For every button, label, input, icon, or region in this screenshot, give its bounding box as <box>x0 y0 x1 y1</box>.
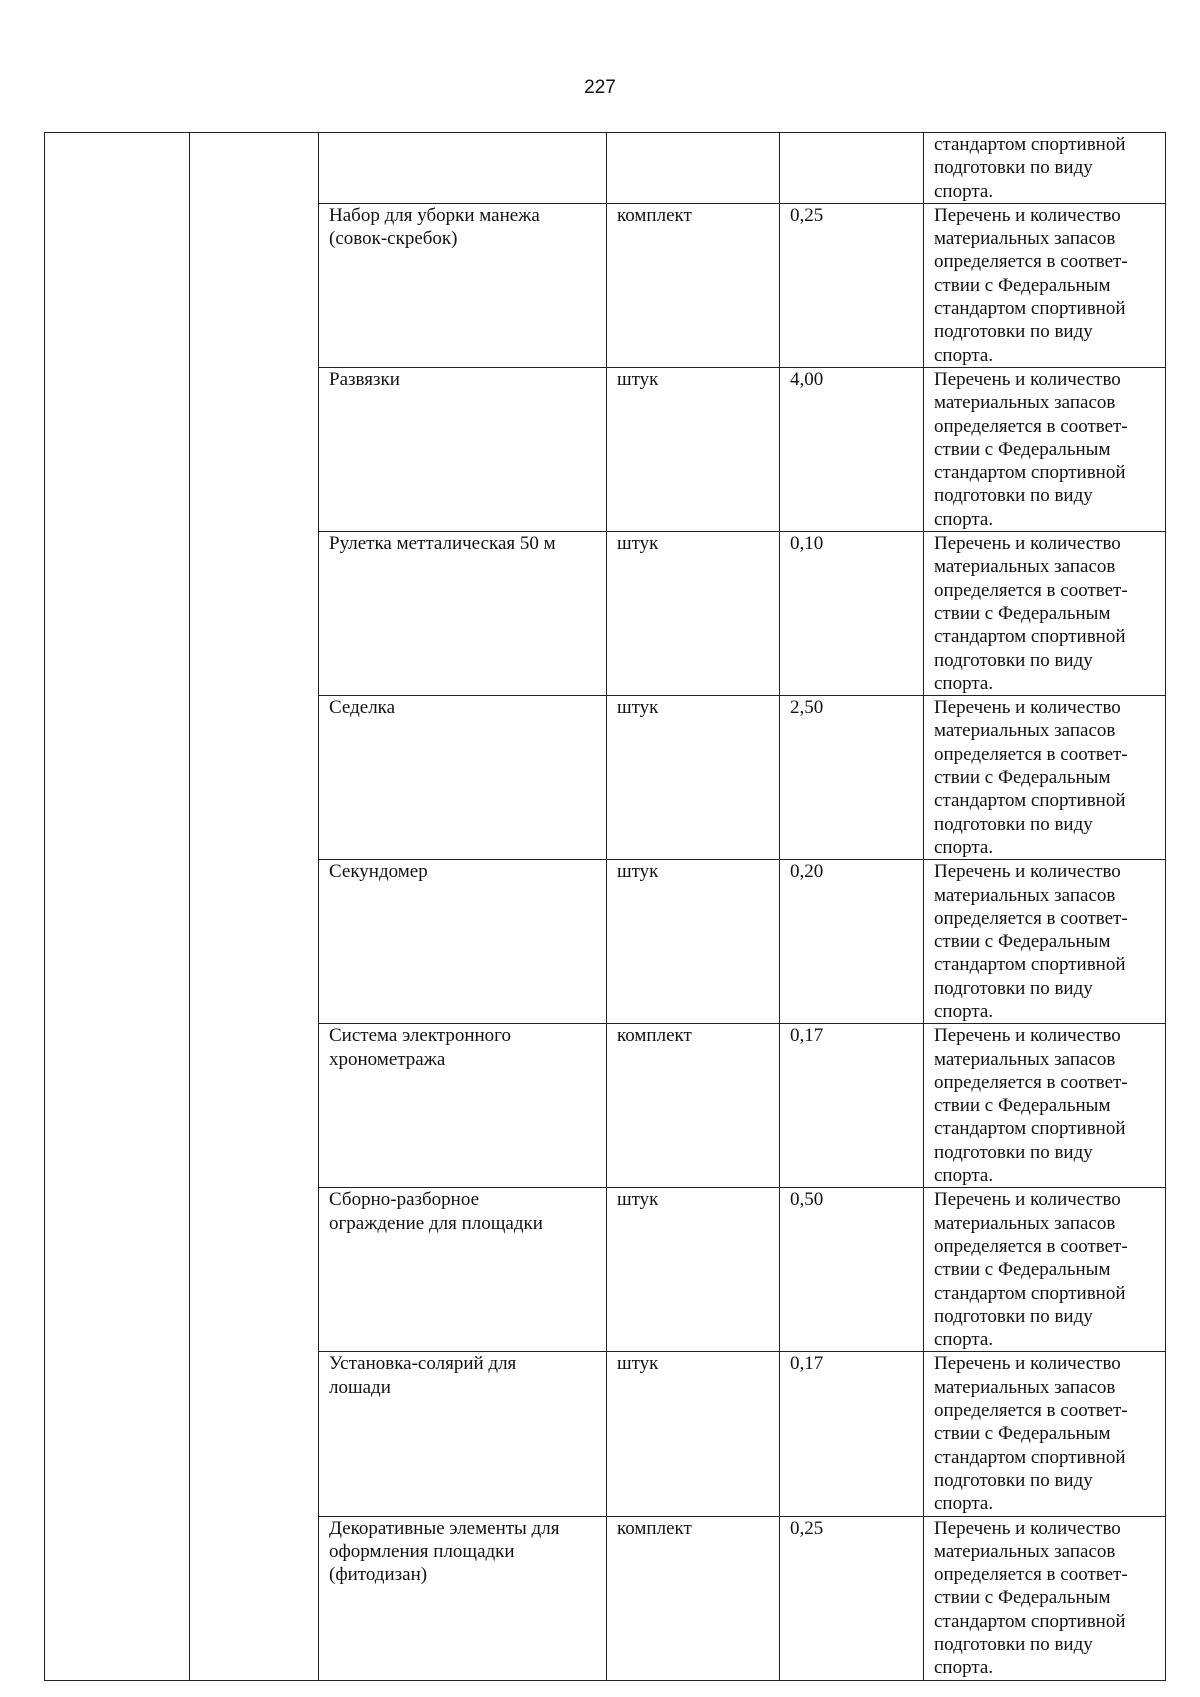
note-line: материальных запасов <box>934 228 1116 250</box>
item-name-line: Седелка <box>329 697 396 719</box>
item-name-line: лошади <box>329 1376 391 1398</box>
unit-text: штук <box>617 697 659 719</box>
note-line: спорта. <box>934 1000 994 1022</box>
quantity-text: 2,50 <box>790 697 824 719</box>
note-line: материальных запасов <box>934 1376 1116 1398</box>
note-line: ствии с Федеральным <box>934 1259 1111 1281</box>
note-line: определяется в соответ- <box>934 1400 1128 1422</box>
note-line: определяется в соответ- <box>934 1071 1128 1093</box>
note-line: материальных запасов <box>934 884 1116 906</box>
note-line: определяется в соответ- <box>934 415 1128 437</box>
unit-text: штук <box>617 861 659 883</box>
item-name-cell <box>319 1352 607 1516</box>
quantity-text: 4,00 <box>790 368 824 390</box>
note-line: подготовки по виду <box>934 649 1093 671</box>
note-line: ствии с Федеральным <box>934 931 1111 953</box>
item-name-line: (фитодизан) <box>329 1564 428 1586</box>
unit-cell <box>607 367 780 531</box>
unit-cell <box>607 1188 780 1352</box>
item-name-cell <box>319 1188 607 1352</box>
note-line: Перечень и количество <box>934 1353 1121 1375</box>
note-line: определяется в соответ- <box>934 907 1128 929</box>
note-line: стандартом спортивной <box>934 134 1126 155</box>
unit-text: комплект <box>617 204 692 226</box>
note-line: Перечень и количество <box>934 533 1121 555</box>
note-line: ствии с Федеральным <box>934 438 1111 460</box>
note-line: спорта. <box>934 1657 994 1679</box>
note-line: ствии с Федеральным <box>934 274 1111 296</box>
note-line: подготовки по виду <box>934 1305 1093 1327</box>
note-line: ствии с Федеральным <box>934 1587 1111 1609</box>
merged-cell-column-2 <box>190 133 319 1681</box>
unit-cell <box>607 696 780 860</box>
equipment-table <box>44 132 1166 1681</box>
note-line: материальных запасов <box>934 556 1116 578</box>
note-line: Перечень и количество <box>934 861 1121 883</box>
note-cell <box>924 860 1166 1024</box>
note-line: подготовки по виду <box>934 1634 1093 1655</box>
note-cell <box>924 1352 1166 1516</box>
item-name-cell <box>319 367 607 531</box>
note-line: материальных запасов <box>934 1048 1116 1070</box>
quantity-cell <box>780 1516 924 1680</box>
note-line: ствии с Федеральным <box>934 1095 1111 1117</box>
note-cell <box>924 133 1166 204</box>
note-line: спорта. <box>934 1165 994 1187</box>
item-name-line: хронометража <box>329 1048 446 1070</box>
note-cell <box>924 696 1166 860</box>
quantity-cell <box>780 367 924 531</box>
note-line: подготовки по виду <box>934 1141 1093 1163</box>
note-line: спорта. <box>934 1329 994 1351</box>
note-line: материальных запасов <box>934 720 1116 742</box>
note-line: ствии с Федеральным <box>934 1423 1111 1445</box>
quantity-text: 0,25 <box>790 204 824 226</box>
item-name-line: Установка-солярий для <box>329 1353 517 1375</box>
note-line: стандартом спортивной <box>934 1282 1126 1304</box>
note-line: стандартом спортивной <box>934 626 1126 648</box>
note-line: подготовки по виду <box>934 813 1093 835</box>
note-line: подготовки по виду <box>934 1469 1093 1491</box>
note-line: определяется в соответ- <box>934 579 1128 601</box>
unit-text: штук <box>617 368 659 390</box>
unit-cell <box>607 860 780 1024</box>
note-cell <box>924 1188 1166 1352</box>
note-line: определяется в соответ- <box>934 1564 1128 1586</box>
note-cell <box>924 1516 1166 1680</box>
note-line: определяется в соответ- <box>934 743 1128 765</box>
note-line: спорта. <box>934 344 994 366</box>
quantity-cell <box>780 1188 924 1352</box>
note-line: ствии с Федеральным <box>934 767 1111 789</box>
page-number: 227 <box>584 77 616 98</box>
item-name-line: Система электронного <box>329 1025 511 1047</box>
note-line: Перечень и количество <box>934 368 1121 390</box>
note-line: материальных запасов <box>934 1212 1116 1234</box>
note-line: материальных запасов <box>934 392 1116 414</box>
note-line: спорта. <box>934 672 994 694</box>
item-name-line: Секундомер <box>329 861 428 883</box>
note-line: Перечень и количество <box>934 1189 1121 1211</box>
item-name-cell <box>319 532 607 696</box>
item-name-line: Декоративные элементы для <box>329 1517 560 1539</box>
note-line: Перечень и количество <box>934 204 1121 226</box>
item-name-cell <box>319 860 607 1024</box>
equipment-table-wrapper <box>44 132 1165 1679</box>
item-name-line: ограждение для площадки <box>329 1212 543 1234</box>
quantity-text: 0,20 <box>790 861 824 883</box>
note-line: подготовки по виду <box>934 977 1093 999</box>
note-line: подготовки по виду <box>934 157 1093 179</box>
quantity-text: 0,25 <box>790 1517 824 1539</box>
note-cell <box>924 1024 1166 1188</box>
quantity-cell <box>780 1024 924 1188</box>
item-name-line: Сборно-разборное <box>329 1189 480 1211</box>
note-line: Перечень и количество <box>934 1025 1121 1047</box>
note-line: определяется в соответ- <box>934 1235 1128 1257</box>
item-name-line: (совок-скребок) <box>329 228 458 250</box>
note-line: Перечень и количество <box>934 697 1121 719</box>
item-name-line: Рулетка метталическая 50 м <box>329 533 556 555</box>
merged-cell-column-1 <box>45 133 190 1681</box>
unit-cell <box>607 1516 780 1680</box>
note-line: стандартом спортивной <box>934 790 1126 812</box>
unit-cell <box>607 532 780 696</box>
unit-text: комплект <box>617 1025 692 1047</box>
quantity-cell <box>780 203 924 367</box>
quantity-text: 0,10 <box>790 533 824 555</box>
unit-text: штук <box>617 533 659 555</box>
note-line: подготовки по виду <box>934 321 1093 343</box>
unit-text: комплект <box>617 1517 692 1539</box>
item-name-cell <box>319 203 607 367</box>
item-name-cell <box>319 696 607 860</box>
table-row-continued <box>45 133 1166 204</box>
quantity-text: 0,17 <box>790 1353 824 1375</box>
quantity-cell <box>780 133 924 204</box>
item-name-cell <box>319 133 607 204</box>
note-line: ствии с Федеральным <box>934 602 1111 624</box>
note-line: спорта. <box>934 1493 994 1515</box>
note-line: стандартом спортивной <box>934 1446 1126 1468</box>
note-line: спорта. <box>934 508 994 530</box>
item-name-cell <box>319 1516 607 1680</box>
unit-cell <box>607 133 780 204</box>
unit-text: штук <box>617 1353 659 1375</box>
quantity-cell <box>780 860 924 1024</box>
unit-cell <box>607 1024 780 1188</box>
note-line: стандартом спортивной <box>934 1610 1126 1632</box>
note-line: стандартом спортивной <box>934 1118 1126 1140</box>
note-line: материальных запасов <box>934 1540 1116 1562</box>
note-line: стандартом спортивной <box>934 462 1126 484</box>
quantity-cell <box>780 696 924 860</box>
unit-cell <box>607 1352 780 1516</box>
note-line: подготовки по виду <box>934 485 1093 507</box>
note-line: спорта. <box>934 180 994 202</box>
note-cell <box>924 532 1166 696</box>
item-name-line: оформления площадки <box>329 1540 515 1562</box>
quantity-text: 0,50 <box>790 1189 824 1211</box>
note-line: спорта. <box>934 836 994 858</box>
note-line: стандартом спортивной <box>934 954 1126 976</box>
note-line: определяется в соответ- <box>934 251 1128 273</box>
quantity-cell <box>780 1352 924 1516</box>
item-name-line: Набор для уборки манежа <box>329 204 540 226</box>
quantity-cell <box>780 532 924 696</box>
unit-cell <box>607 203 780 367</box>
note-cell <box>924 367 1166 531</box>
quantity-text: 0,17 <box>790 1025 824 1047</box>
item-name-cell <box>319 1024 607 1188</box>
note-line: Перечень и количество <box>934 1517 1121 1539</box>
unit-text: штук <box>617 1189 659 1211</box>
item-name-line: Развязки <box>329 368 400 390</box>
note-line: стандартом спортивной <box>934 298 1126 320</box>
note-cell <box>924 203 1166 367</box>
